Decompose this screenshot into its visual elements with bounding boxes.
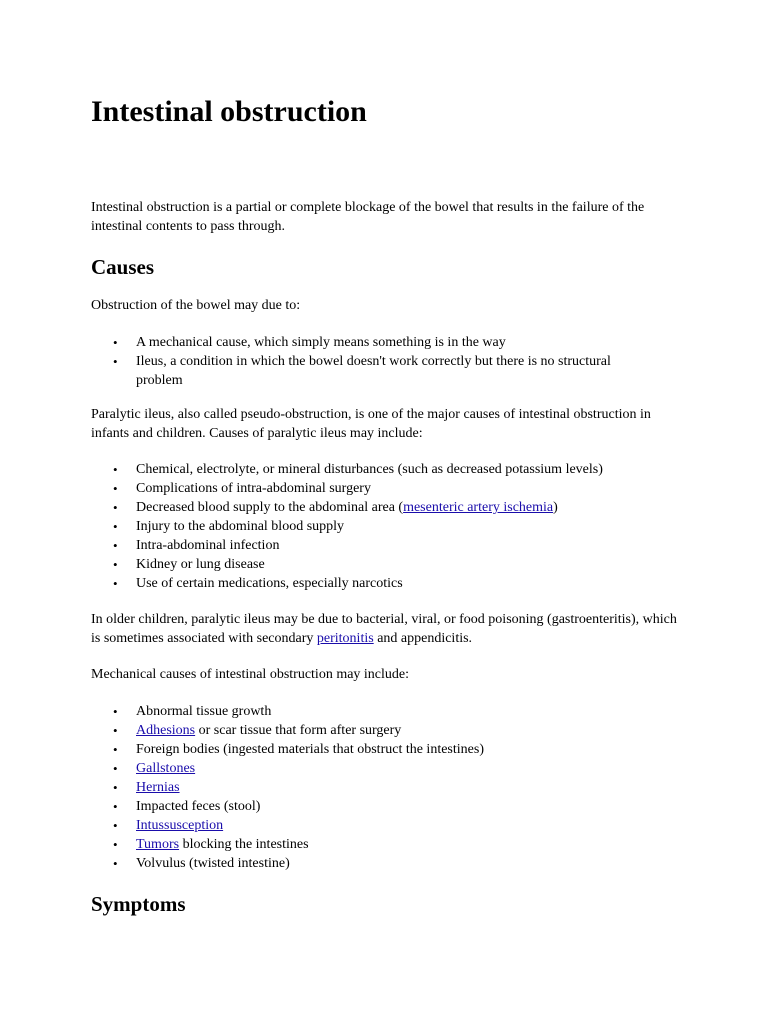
list-item [91, 574, 691, 593]
list-item-text [136, 778, 656, 797]
list-item [91, 816, 691, 835]
list-item-text-post: blocking the intestines [179, 837, 309, 852]
list-item-text [136, 759, 656, 778]
list-item [91, 835, 691, 854]
mesenteric-artery-ischemia-link[interactable]: mesenteric artery ischemia [403, 500, 554, 515]
list-item [91, 498, 691, 517]
list-item [91, 759, 691, 778]
list-item [91, 479, 691, 498]
list-item [91, 740, 691, 759]
list-item-text: Chemical, electrolyte, or mineral disturbances (such as decreased potassium levels) [136, 462, 603, 477]
bullet-icon: • [113, 500, 118, 515]
symptoms-heading: Symptoms [91, 892, 186, 916]
list-item-text: Impacted feces (stool) [136, 799, 261, 814]
list-item [91, 460, 691, 479]
bullet-icon: • [113, 462, 118, 477]
bullet-icon: • [113, 704, 118, 719]
list-item-text-post: ) [553, 500, 558, 515]
list-item-text: Use of certain medications, especially narcotics [136, 576, 403, 591]
bullet-icon: • [113, 335, 118, 350]
list-item-text [136, 498, 656, 517]
list-item-text [136, 835, 656, 854]
list-item [91, 555, 691, 574]
list-item [91, 536, 691, 555]
older-children-paragraph [91, 610, 687, 648]
list-item-text [136, 816, 656, 835]
bullet-icon: • [113, 576, 118, 591]
list-item [91, 797, 691, 816]
main-causes-list [91, 333, 691, 390]
bullet-icon: • [113, 723, 118, 738]
bullet-icon: • [113, 818, 118, 833]
page-title: Intestinal obstruction [91, 95, 367, 128]
intro-paragraph: Intestinal obstruction is a partial or complete blockage of the bowel that results in the failure of the intestinal contents to pass through. [91, 200, 645, 234]
bullet-icon: • [113, 481, 118, 496]
bullet-icon: • [113, 761, 118, 776]
list-item-text: Volvulus (twisted intestine) [136, 856, 290, 871]
paralytic-causes-list [91, 460, 691, 593]
list-item [91, 854, 691, 873]
bullet-icon: • [113, 557, 118, 572]
bullet-icon: • [113, 799, 118, 814]
list-item-text-pre: Decreased blood supply to the abdominal area ( [136, 500, 404, 515]
bullet-icon: • [113, 780, 118, 795]
bullet-icon: • [113, 519, 118, 534]
list-item-text [136, 721, 656, 740]
causes-lead-paragraph: Obstruction of the bowel may due to: [91, 298, 301, 313]
bullet-icon: • [113, 856, 118, 871]
mechanical-causes-list [91, 702, 691, 873]
list-item [91, 702, 691, 721]
list-item-text: Injury to the abdominal blood supply [136, 519, 345, 534]
older-children-text-post: and appendicitis. [373, 631, 473, 646]
bullet-icon: • [113, 742, 118, 757]
list-item-text: Foreign bodies (ingested materials that obstruct the intestines) [136, 742, 484, 757]
bullet-icon: • [113, 538, 118, 553]
paralytic-ileus-paragraph: Paralytic ileus, also called pseudo-obstruction, is one of the major causes of intestinal obstruction in infants and children. Causes of paralytic ileus may include: [91, 407, 651, 441]
gallstones-link[interactable]: Gallstones [136, 761, 196, 776]
intussusception-link[interactable]: Intussusception [136, 818, 224, 833]
bullet-icon: • [113, 837, 118, 852]
tumors-link[interactable]: Tumors [136, 837, 180, 852]
adhesions-link[interactable]: Adhesions [136, 723, 196, 738]
list-item [91, 517, 691, 536]
list-item-text-post: or scar tissue that form after surgery [195, 723, 402, 738]
list-item-text: A mechanical cause, which simply means something is in the way [136, 335, 506, 350]
peritonitis-link[interactable]: peritonitis [316, 631, 374, 646]
mechanical-causes-paragraph: Mechanical causes of intestinal obstruction may include: [91, 667, 410, 682]
bullet-icon: • [113, 354, 118, 369]
list-item-text: Abnormal tissue growth [136, 704, 272, 719]
list-item [91, 352, 691, 390]
hernias-link[interactable]: Hernias [136, 780, 180, 795]
list-item-text: Ileus, a condition in which the bowel doesn't work correctly but there is no structural problem [136, 354, 611, 388]
list-item [91, 778, 691, 797]
list-item [91, 721, 691, 740]
list-item-text: Kidney or lung disease [136, 557, 265, 572]
list-item [91, 333, 691, 352]
list-item-text: Intra-abdominal infection [136, 538, 280, 553]
older-children-text-pre: In older children, paralytic ileus may be due to bacterial, viral, or food poisoning (gastroenteritis), which is sometimes associated with secondary [91, 612, 677, 646]
causes-heading: Causes [91, 255, 155, 279]
list-item-text: Complications of intra-abdominal surgery [136, 481, 371, 496]
